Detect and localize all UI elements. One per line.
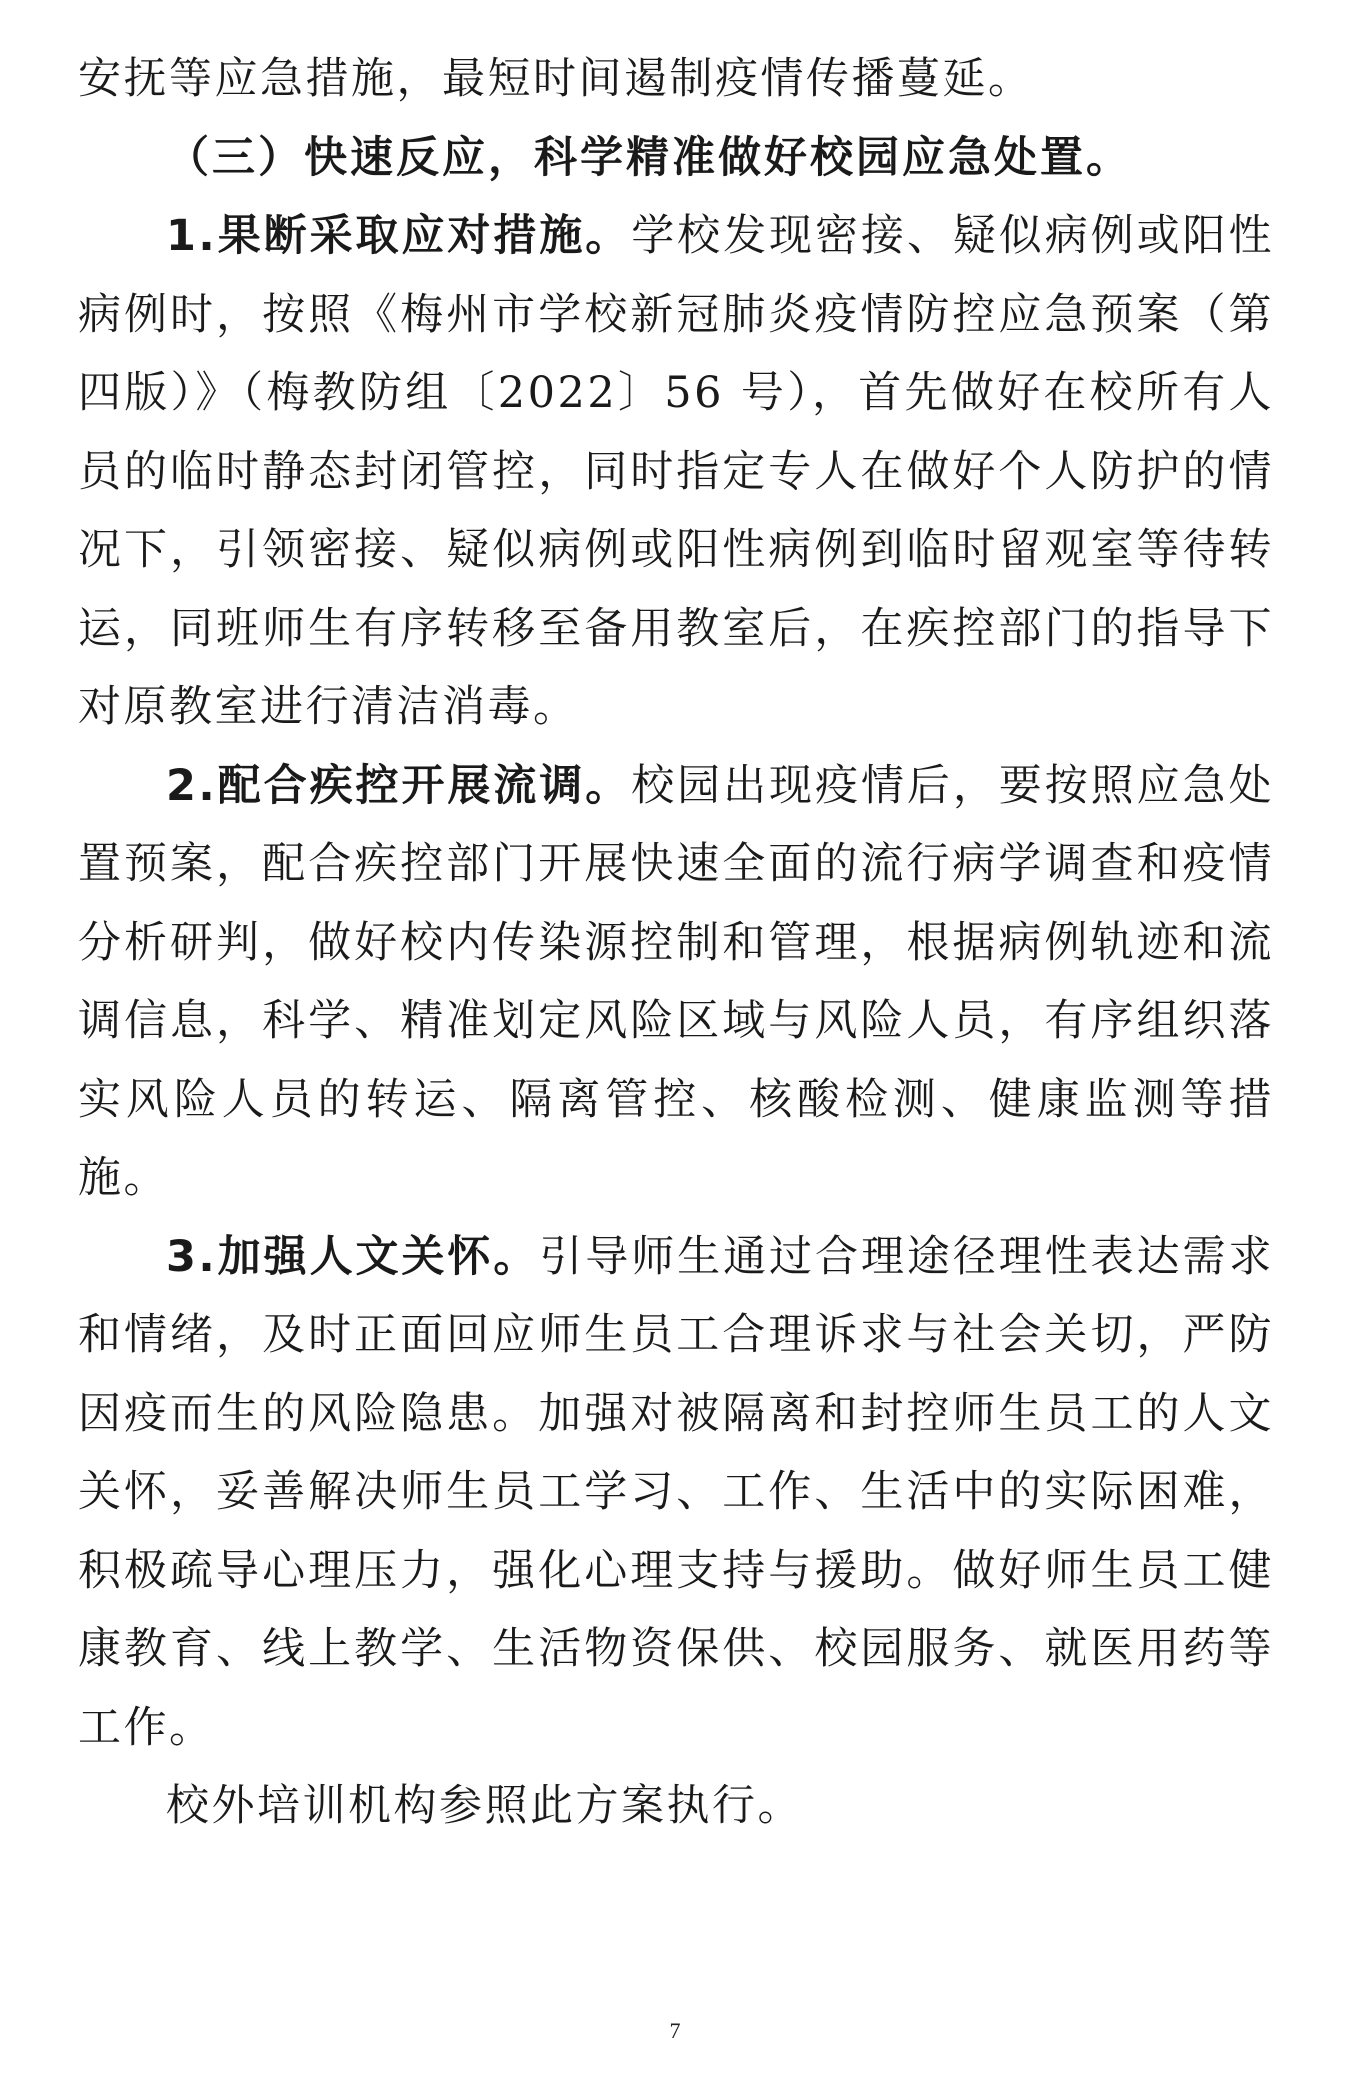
item-body-2: 校园出现疫情后，要按照应急处置预案，配合疾控部门开展快速全面的流行病学调查和疫情分析研判，做好校内传染源控制和管理，根据病例轨迹和流调信息，科学、精准划定风险区域与风险人员，有序组织落实风险人员的转运、隔离管控、核酸检测、健康监测等措施。 bbox=[78, 760, 1275, 1203]
item-paragraph-1 bbox=[78, 197, 1274, 747]
document-body bbox=[78, 40, 1274, 1846]
item-lead-3: 3.加强人文关怀。 bbox=[166, 1231, 540, 1282]
continuation-paragraph: 安抚等应急措施，最短时间遏制疫情传播蔓延。 bbox=[78, 54, 1034, 104]
item-lead-1: 1.果断采取应对措施。 bbox=[166, 211, 632, 261]
item-body-3: 引导师生通过合理途径理性表达需求和情绪，及时正面回应师生员工合理诉求与社会关切，严防因疫而生的风险隐患。加强对被隔离和封控师生员工的人文关怀，妥善解决师生员工学习、工作、生活中的实际困难，积极疏导心理压力，强化心理支持与援助。做好师生员工健康教育、线上教学、生活物资保供、校园服务、就医用药等工作。 bbox=[78, 1231, 1275, 1753]
item-paragraph-3 bbox=[78, 1218, 1274, 1768]
section-heading: （三）快速反应，科学精准做好校园应急处置。 bbox=[166, 132, 1132, 183]
closing-paragraph: 校外培训机构参照此方案执行。 bbox=[166, 1781, 803, 1831]
item-paragraph-2 bbox=[78, 747, 1274, 1218]
item-body-1: 学校发现密接、疑似病例或阳性病例时，按照《梅州市学校新冠肺炎疫情防控应急预案（第四版）》（梅教防组〔2022〕56 号），首先做好在校所有人员的临时静态封闭管控，同时指定专人在做好个人防护的情况下，引领密接、疑似病例或阳性病例到临时留观室等待转运，同班师生有序转移至备用教室后，在疾控部门的指导下对原教室进行清洁消毒。 bbox=[78, 211, 1275, 732]
page-number: 7 bbox=[669, 2018, 681, 2043]
item-lead-2: 2.配合疾控开展流调。 bbox=[166, 760, 632, 811]
